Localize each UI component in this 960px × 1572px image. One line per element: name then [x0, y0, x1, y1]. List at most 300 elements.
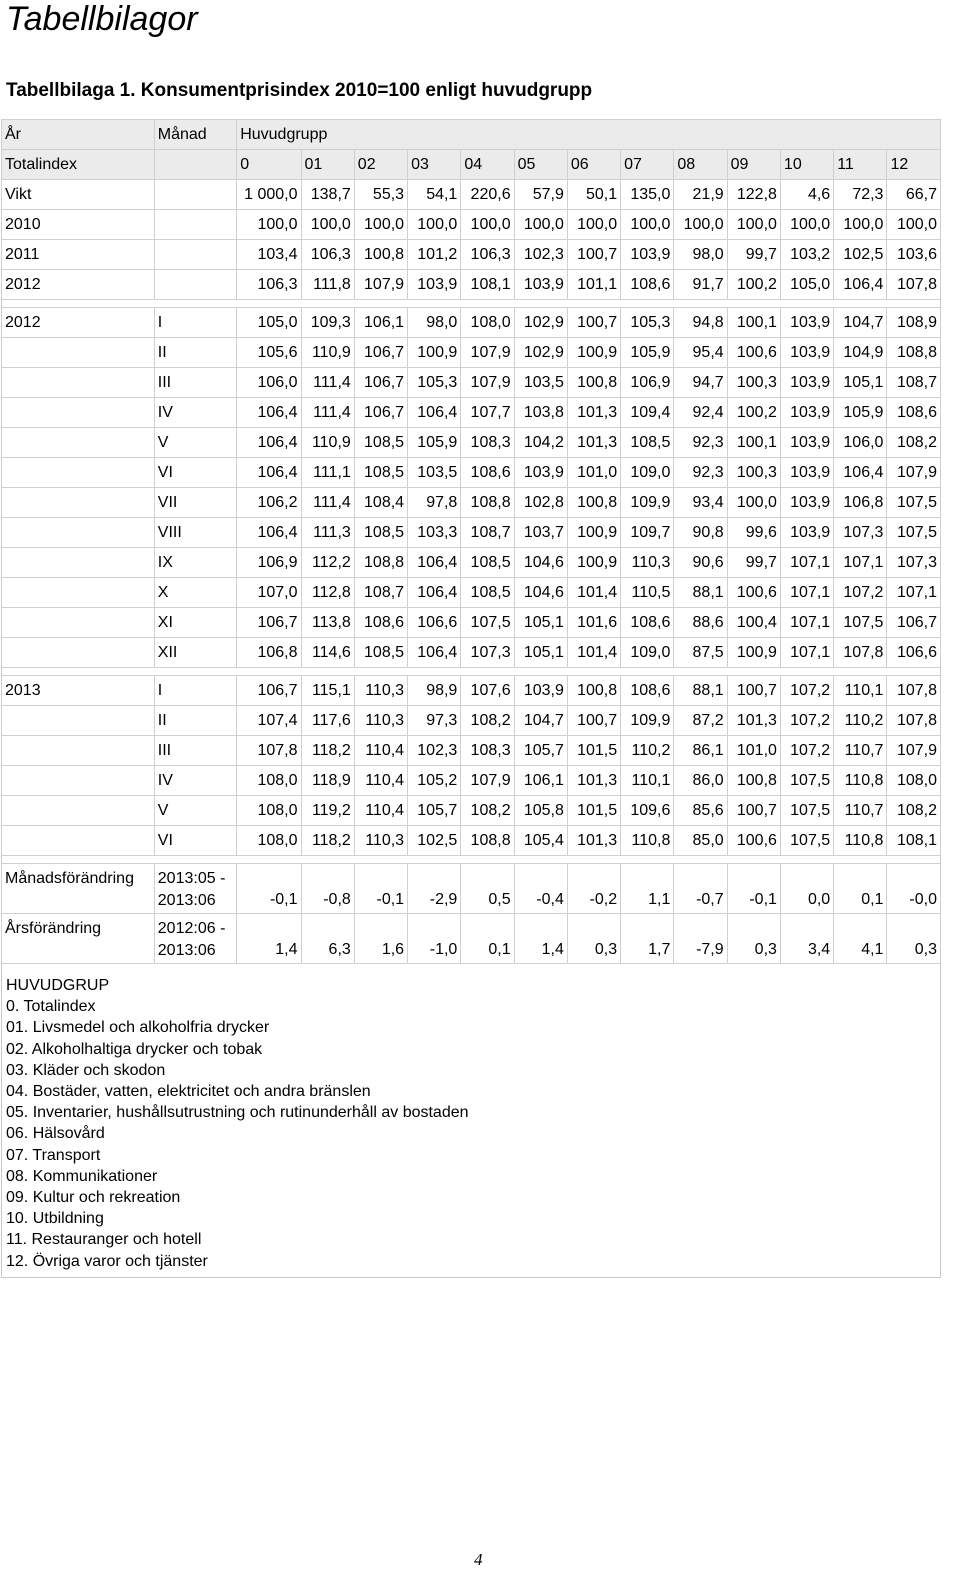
value-cell: 100,7 [567, 706, 620, 736]
legend-item: 05. Inventarier, hushållsutrustning och rutinunderhåll av bostaden [6, 1104, 469, 1122]
value-cell: 105,0 [780, 270, 833, 300]
value-cell: 88,1 [674, 676, 727, 706]
value-cell: 118,2 [301, 736, 354, 766]
row-label [2, 548, 155, 578]
legend-item: 01. Livsmedel och alkoholfria drycker [6, 1019, 270, 1037]
value-cell: 106,6 [408, 608, 461, 638]
change-label: Månadsförändring [2, 864, 155, 914]
value-cell: 106,4 [237, 428, 301, 458]
value-cell: 105,9 [621, 338, 674, 368]
group-code-cell: 06 [567, 150, 620, 180]
value-cell: 108,6 [621, 270, 674, 300]
row-label [2, 518, 155, 548]
cpi-table [1, 119, 941, 964]
section-spacer [2, 856, 941, 864]
month-label: IV [154, 398, 236, 428]
value-cell: 105,7 [408, 796, 461, 826]
table-row [2, 796, 941, 826]
value-cell: 100,1 [727, 308, 780, 338]
value-cell: 100,0 [567, 210, 620, 240]
table-row [2, 368, 941, 398]
value-cell: 90,6 [674, 548, 727, 578]
value-cell: 94,7 [674, 368, 727, 398]
change-period [154, 914, 236, 964]
value-cell: 117,6 [301, 706, 354, 736]
value-cell: 109,6 [621, 796, 674, 826]
value-cell: 107,3 [461, 638, 514, 668]
value-cell: 109,9 [621, 488, 674, 518]
value-cell: 100,0 [621, 210, 674, 240]
month-label: IV [154, 766, 236, 796]
table-row [2, 608, 941, 638]
value-cell: 106,0 [834, 428, 887, 458]
value-cell: 100,0 [514, 210, 567, 240]
value-cell: 100,9 [727, 638, 780, 668]
value-cell: 109,3 [301, 308, 354, 338]
value-cell: 111,4 [301, 398, 354, 428]
row-label [2, 488, 155, 518]
change-value: 6,3 [301, 914, 354, 964]
value-cell: 110,8 [834, 826, 887, 856]
value-cell: 101,3 [567, 766, 620, 796]
spacer-cell [2, 668, 941, 676]
group-code-cell: 07 [621, 150, 674, 180]
value-cell: 107,6 [461, 676, 514, 706]
value-cell: 54,1 [408, 180, 461, 210]
value-cell: 106,2 [237, 488, 301, 518]
header-month: Månad [154, 120, 236, 150]
month-label: XII [154, 638, 236, 668]
value-cell: 108,5 [354, 458, 407, 488]
section-spacer [2, 668, 941, 676]
value-cell: 102,3 [408, 736, 461, 766]
group-code-cell: 04 [461, 150, 514, 180]
value-cell: 108,6 [461, 458, 514, 488]
header-group: Huvudgrupp [237, 120, 941, 150]
value-cell: 105,8 [514, 796, 567, 826]
value-cell: 106,4 [237, 458, 301, 488]
change-value: 0,3 [727, 914, 780, 964]
value-cell: 100,0 [674, 210, 727, 240]
value-cell: 106,7 [354, 398, 407, 428]
value-cell: 100,0 [727, 210, 780, 240]
value-cell: 100,0 [780, 210, 833, 240]
value-cell: 107,3 [887, 548, 941, 578]
value-cell: 106,4 [408, 638, 461, 668]
value-cell: 86,0 [674, 766, 727, 796]
change-value: -0,1 [237, 864, 301, 914]
value-cell: 110,9 [301, 338, 354, 368]
value-cell: 106,1 [354, 308, 407, 338]
legend-item: 06. Hälsovård [6, 1125, 105, 1143]
value-cell: 107,5 [834, 608, 887, 638]
value-cell: 107,9 [887, 458, 941, 488]
value-cell: 93,4 [674, 488, 727, 518]
value-cell: 100,8 [727, 766, 780, 796]
legend-item: 04. Bostäder, vatten, elektricitet och andra bränslen [6, 1083, 371, 1101]
value-cell: 106,4 [834, 270, 887, 300]
value-cell: 108,0 [461, 308, 514, 338]
value-cell: 107,5 [780, 796, 833, 826]
value-cell: 105,9 [834, 398, 887, 428]
table-row [2, 518, 941, 548]
value-cell: 107,5 [887, 518, 941, 548]
value-cell: 108,8 [887, 338, 941, 368]
value-cell: 107,2 [780, 676, 833, 706]
value-cell: 104,6 [514, 578, 567, 608]
spacer-cell [2, 856, 941, 864]
period-start: 2012:06 - [157, 920, 226, 937]
spacer-cell [2, 300, 941, 308]
value-cell: 101,1 [567, 270, 620, 300]
value-cell: 107,8 [887, 706, 941, 736]
value-cell: 101,4 [567, 578, 620, 608]
value-cell: 106,7 [237, 676, 301, 706]
value-cell: 107,9 [461, 766, 514, 796]
value-cell: 108,5 [621, 428, 674, 458]
value-cell: 107,0 [237, 578, 301, 608]
value-cell: 107,1 [780, 608, 833, 638]
table-row [2, 308, 941, 338]
value-cell: 1 000,0 [237, 180, 301, 210]
change-value: 1,7 [621, 914, 674, 964]
value-cell: 50,1 [567, 180, 620, 210]
value-cell: 106,6 [887, 638, 941, 668]
value-cell: 220,6 [461, 180, 514, 210]
month-label: II [154, 338, 236, 368]
value-cell: 99,7 [727, 240, 780, 270]
value-cell: 100,9 [567, 518, 620, 548]
value-cell: 106,4 [408, 548, 461, 578]
value-cell: 110,5 [621, 578, 674, 608]
value-cell: 107,1 [780, 638, 833, 668]
value-cell: 107,1 [780, 578, 833, 608]
month-label [154, 180, 236, 210]
value-cell: 104,7 [834, 308, 887, 338]
row-label: 2012 [2, 270, 155, 300]
value-cell: 109,9 [621, 706, 674, 736]
value-cell: 111,3 [301, 518, 354, 548]
value-cell: 105,0 [237, 308, 301, 338]
value-cell: 110,4 [354, 766, 407, 796]
value-cell: 100,0 [887, 210, 941, 240]
change-value: -0,0 [887, 864, 941, 914]
value-cell: 106,3 [461, 240, 514, 270]
value-cell: 102,5 [834, 240, 887, 270]
month-label: I [154, 676, 236, 706]
value-cell: 103,9 [780, 398, 833, 428]
value-cell: 103,3 [408, 518, 461, 548]
value-cell: 100,8 [567, 368, 620, 398]
value-cell: 105,1 [514, 638, 567, 668]
month-label [154, 150, 236, 180]
value-cell: 103,7 [514, 518, 567, 548]
change-value: -2,9 [408, 864, 461, 914]
value-cell: 107,5 [780, 766, 833, 796]
group-legend [6, 975, 469, 1272]
value-cell: 112,2 [301, 548, 354, 578]
legend-heading: HUVUDGRUP [6, 977, 110, 994]
value-cell: 109,4 [621, 398, 674, 428]
value-cell: 107,9 [461, 368, 514, 398]
legend-item: 07. Transport [6, 1146, 101, 1164]
value-cell: 106,3 [301, 240, 354, 270]
value-cell: 94,8 [674, 308, 727, 338]
month-label: VIII [154, 518, 236, 548]
value-cell: 101,5 [567, 736, 620, 766]
value-cell: 107,1 [780, 548, 833, 578]
value-cell: 108,0 [887, 766, 941, 796]
value-cell: 108,4 [354, 488, 407, 518]
row-label [2, 368, 155, 398]
group-code-cell: 12 [887, 150, 941, 180]
value-cell: 105,9 [408, 428, 461, 458]
table-row [2, 826, 941, 856]
value-cell: 118,2 [301, 826, 354, 856]
value-cell: 110,1 [834, 676, 887, 706]
value-cell: 100,1 [727, 428, 780, 458]
value-cell: 107,4 [237, 706, 301, 736]
month-label [154, 270, 236, 300]
month-label: X [154, 578, 236, 608]
value-cell: 110,7 [834, 796, 887, 826]
value-cell: 100,8 [567, 676, 620, 706]
row-label [2, 706, 155, 736]
value-cell: 100,0 [354, 210, 407, 240]
table-row [2, 428, 941, 458]
change-value: 1,1 [621, 864, 674, 914]
value-cell: 106,7 [887, 608, 941, 638]
value-cell: 103,9 [514, 458, 567, 488]
value-cell: 103,6 [887, 240, 941, 270]
value-cell: 105,3 [408, 368, 461, 398]
value-cell: 106,4 [237, 518, 301, 548]
value-cell: 107,1 [887, 578, 941, 608]
group-code-cell: 05 [514, 150, 567, 180]
value-cell: 100,8 [567, 488, 620, 518]
value-cell: 108,3 [461, 428, 514, 458]
value-cell: 108,6 [354, 608, 407, 638]
value-cell: 101,3 [567, 398, 620, 428]
value-cell: 99,7 [727, 548, 780, 578]
value-cell: 108,7 [354, 578, 407, 608]
value-cell: 88,1 [674, 578, 727, 608]
change-value: 0,0 [780, 864, 833, 914]
value-cell: 107,9 [354, 270, 407, 300]
value-cell: 108,1 [461, 270, 514, 300]
value-cell: 66,7 [887, 180, 941, 210]
value-cell: 108,0 [237, 796, 301, 826]
group-code-cell: 10 [780, 150, 833, 180]
value-cell: 90,8 [674, 518, 727, 548]
value-cell: 105,6 [237, 338, 301, 368]
month-label: I [154, 308, 236, 338]
table-row [2, 338, 941, 368]
value-cell: 108,6 [887, 398, 941, 428]
row-label [2, 736, 155, 766]
value-cell: 102,8 [514, 488, 567, 518]
value-cell: 106,4 [408, 398, 461, 428]
value-cell: 98,0 [408, 308, 461, 338]
value-cell: 99,6 [727, 518, 780, 548]
change-value: 1,4 [514, 914, 567, 964]
value-cell: 106,7 [237, 608, 301, 638]
change-value: 4,1 [834, 914, 887, 964]
value-cell: 104,6 [514, 548, 567, 578]
value-cell: 107,8 [887, 270, 941, 300]
value-cell: 105,2 [408, 766, 461, 796]
value-cell: 103,9 [514, 270, 567, 300]
period-end: 2013:06 [157, 892, 216, 909]
row-label: 2013 [2, 676, 155, 706]
value-cell: 107,7 [461, 398, 514, 428]
table-row [2, 766, 941, 796]
value-cell: 92,3 [674, 458, 727, 488]
value-cell: 100,0 [408, 210, 461, 240]
row-label: Totalindex [2, 150, 155, 180]
value-cell: 105,1 [514, 608, 567, 638]
value-cell: 100,6 [727, 578, 780, 608]
value-cell: 106,7 [354, 368, 407, 398]
group-code-cell: 11 [834, 150, 887, 180]
value-cell: 101,5 [567, 796, 620, 826]
value-cell: 108,5 [354, 428, 407, 458]
table-header-row [2, 120, 941, 150]
value-cell: 119,2 [301, 796, 354, 826]
change-value: 0,5 [461, 864, 514, 914]
change-period [154, 864, 236, 914]
value-cell: 103,9 [780, 458, 833, 488]
value-cell: 108,0 [237, 766, 301, 796]
value-cell: 100,0 [301, 210, 354, 240]
section-spacer [2, 300, 941, 308]
month-label: III [154, 368, 236, 398]
value-cell: 106,4 [237, 398, 301, 428]
group-code-cell: 08 [674, 150, 727, 180]
month-label [154, 210, 236, 240]
value-cell: 114,6 [301, 638, 354, 668]
value-cell: 103,8 [514, 398, 567, 428]
value-cell: 110,1 [621, 766, 674, 796]
row-label [2, 578, 155, 608]
change-value: 1,6 [354, 914, 407, 964]
value-cell: 109,0 [621, 638, 674, 668]
value-cell: 87,5 [674, 638, 727, 668]
table-row [2, 706, 941, 736]
table-row [2, 210, 941, 240]
value-cell: 104,2 [514, 428, 567, 458]
value-cell: 103,9 [780, 368, 833, 398]
value-cell: 111,4 [301, 368, 354, 398]
value-cell: 100,9 [567, 338, 620, 368]
value-cell: 138,7 [301, 180, 354, 210]
value-cell: 107,3 [834, 518, 887, 548]
value-cell: 86,1 [674, 736, 727, 766]
value-cell: 111,1 [301, 458, 354, 488]
table-row [2, 240, 941, 270]
value-cell: 100,0 [834, 210, 887, 240]
value-cell: 106,1 [514, 766, 567, 796]
value-cell: 103,9 [621, 240, 674, 270]
value-cell: 108,6 [621, 676, 674, 706]
value-cell: 107,9 [461, 338, 514, 368]
table-title: Tabellbilaga 1. Konsumentprisindex 2010=100 enligt huvudgrupp [6, 80, 593, 101]
value-cell: 103,9 [514, 676, 567, 706]
value-cell: 108,3 [461, 736, 514, 766]
value-cell: 87,2 [674, 706, 727, 736]
value-cell: 103,5 [408, 458, 461, 488]
value-cell: 95,4 [674, 338, 727, 368]
row-label: 2011 [2, 240, 155, 270]
value-cell: 107,5 [461, 608, 514, 638]
change-value: -0,8 [301, 864, 354, 914]
value-cell: 100,7 [567, 308, 620, 338]
change-value: 0,1 [834, 864, 887, 914]
legend-item: 08. Kommunikationer [6, 1167, 158, 1185]
value-cell: 109,7 [621, 518, 674, 548]
value-cell: 105,4 [514, 826, 567, 856]
value-cell: 135,0 [621, 180, 674, 210]
value-cell: 106,9 [237, 548, 301, 578]
value-cell: 100,8 [354, 240, 407, 270]
legend-item: 0. Totalindex [6, 998, 96, 1016]
group-code-cell: 02 [354, 150, 407, 180]
legend-item: 02. Alkoholhaltiga drycker och tobak [6, 1040, 263, 1058]
value-cell: 107,8 [834, 638, 887, 668]
row-label [2, 638, 155, 668]
value-cell: 108,7 [887, 368, 941, 398]
value-cell: 100,9 [567, 548, 620, 578]
value-cell: 100,4 [727, 608, 780, 638]
value-cell: 100,6 [727, 826, 780, 856]
value-cell: 107,5 [887, 488, 941, 518]
value-cell: 108,9 [887, 308, 941, 338]
value-cell: 110,3 [621, 548, 674, 578]
page-number: 4 [474, 1550, 483, 1569]
legend-item: 11. Restauranger och hotell [6, 1231, 202, 1249]
group-code-row [2, 150, 941, 180]
period-end: 2013:06 [157, 942, 216, 959]
month-label: VI [154, 458, 236, 488]
value-cell: 100,7 [727, 796, 780, 826]
table-row [2, 676, 941, 706]
change-value: -1,0 [408, 914, 461, 964]
value-cell: 108,8 [461, 826, 514, 856]
value-cell: 104,9 [834, 338, 887, 368]
value-cell: 97,3 [408, 706, 461, 736]
change-value: -7,9 [674, 914, 727, 964]
change-value: -0,2 [567, 864, 620, 914]
value-cell: 108,1 [887, 826, 941, 856]
value-cell: 101,0 [567, 458, 620, 488]
value-cell: 106,4 [834, 458, 887, 488]
value-cell: 103,9 [780, 428, 833, 458]
value-cell: 98,0 [674, 240, 727, 270]
row-label: 2010 [2, 210, 155, 240]
row-label [2, 458, 155, 488]
value-cell: 107,5 [780, 826, 833, 856]
value-cell: 102,9 [514, 308, 567, 338]
value-cell: 110,2 [834, 706, 887, 736]
group-code-cell: 09 [727, 150, 780, 180]
value-cell: 108,6 [621, 608, 674, 638]
value-cell: 110,2 [621, 736, 674, 766]
change-row [2, 914, 941, 964]
value-cell: 108,7 [461, 518, 514, 548]
value-cell: 103,5 [514, 368, 567, 398]
value-cell: 115,1 [301, 676, 354, 706]
value-cell: 108,5 [354, 638, 407, 668]
